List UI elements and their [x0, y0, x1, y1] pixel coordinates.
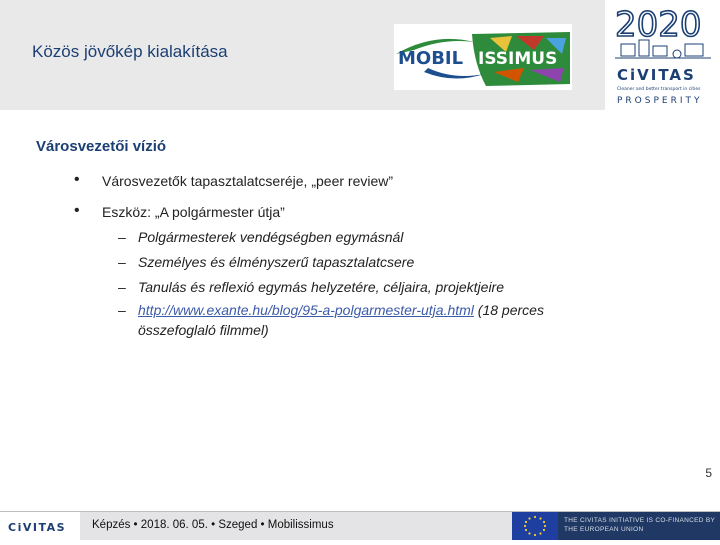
civitas-tagline: Cleaner and better transport in cities — [617, 87, 701, 92]
eu-flag-icon — [512, 512, 558, 540]
footer-bar — [80, 512, 512, 540]
civitas-sub: PROSPERITY — [617, 96, 703, 106]
sub-item-text: Személyes és élményszerű tapasztalatcsere — [138, 254, 415, 270]
bullet-text: Városvezetők tapasztalatcseréje, „peer review” — [102, 173, 394, 189]
link-suffix: (18 perces — [473, 302, 544, 318]
bullet-text: Eszköz: „A polgármester útja” — [102, 204, 285, 220]
eu-funding-banner — [512, 512, 720, 540]
section-heading: Városvezetői vízió — [36, 138, 167, 155]
civitas-name: CiVITAS — [617, 66, 696, 84]
link-line2: összefoglaló filmmel) — [138, 322, 269, 338]
slide-title: Közös jövőkép kialakítása — [32, 42, 228, 61]
bullet-dot: • — [74, 202, 80, 219]
sub-item-text: Polgármesterek vendégségben egymásnál — [138, 229, 404, 245]
mobil-logo-left: MOBIL — [398, 48, 464, 69]
bullet-dot: • — [74, 171, 80, 188]
sub-item-text: Tanulás és reflexió egymás helyzetére, céljaira, projektjeire — [138, 279, 504, 295]
blog-link[interactable]: http://www.exante.hu/blog/95-a-polgarmester-utja.html — [138, 302, 474, 318]
footer-civitas-logo — [0, 512, 80, 540]
civitas-prosperity-logo — [605, 0, 720, 110]
footer-text: Képzés • 2018. 06. 05. • Szeged • Mobilissimus — [92, 519, 334, 531]
civitas-year: 2020 — [615, 5, 702, 45]
mobil-logo-right: ISSIMUS — [478, 49, 558, 69]
page-number: 5 — [705, 466, 712, 480]
eu-text-line1: THE CIVITAS INITIATIVE IS CO-FINANCED BY — [564, 517, 716, 524]
footer-logo-text: CiVITAS — [8, 521, 67, 534]
mobilissimus-logo — [394, 24, 572, 90]
eu-text-line2: THE EUROPEAN UNION — [564, 526, 644, 533]
eu-funding-text — [564, 516, 715, 534]
slide-header — [0, 0, 720, 110]
